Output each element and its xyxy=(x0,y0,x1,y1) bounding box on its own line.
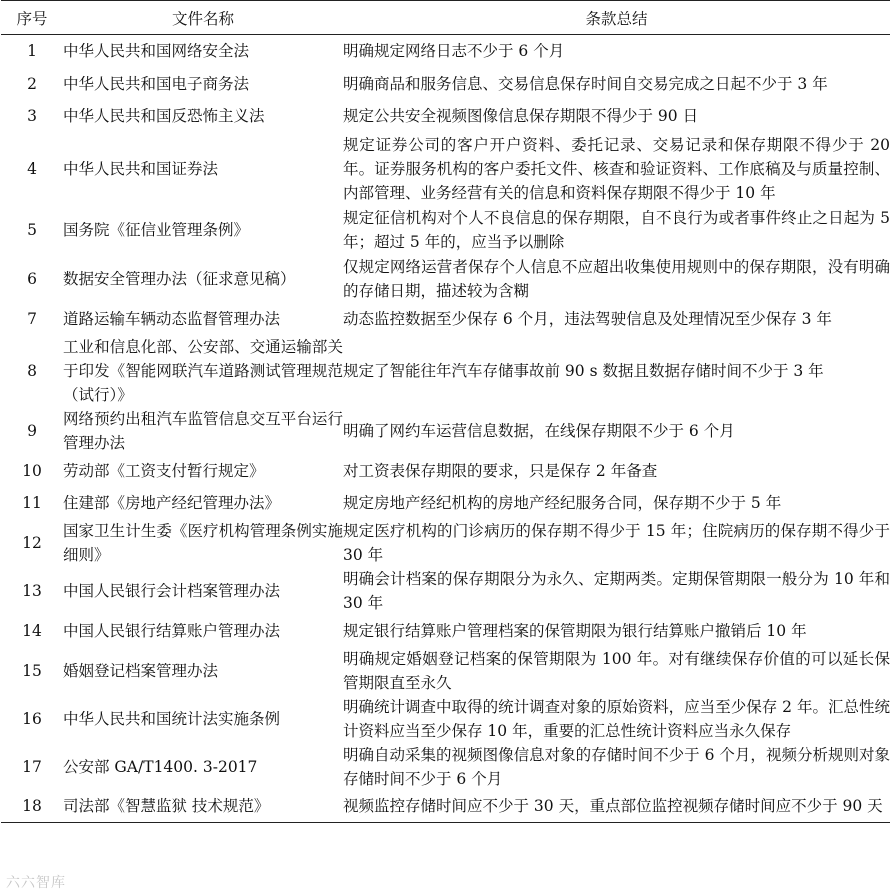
watermark-text: 六六智库 xyxy=(6,875,66,891)
row-clause-summary: 明确统计调查中取得的统计调查对象的原始资料，应当至少保存 2 年。汇总性统计资料应当至少保存 10 年，重要的汇总性统计资料应当永久保存 xyxy=(343,697,890,740)
row-clause-summary: 动态监控数据至少保存 6 个月，违法驾驶信息及处理情况至少保存 3 年 xyxy=(343,309,832,328)
table-row xyxy=(1,519,890,567)
table-row xyxy=(1,615,890,647)
row-index: 15 xyxy=(22,661,42,680)
row-index: 1 xyxy=(27,42,37,61)
row-index: 9 xyxy=(27,421,37,440)
row-document-name: 中华人民共和国电子商务法 xyxy=(63,74,250,93)
row-index: 5 xyxy=(27,221,37,239)
row-clause-summary: 规定了智能往年汽车存储事故前 90 s 数据且数据存储时间不少于 3 年 xyxy=(343,361,824,380)
table-row xyxy=(1,647,890,695)
row-index: 14 xyxy=(22,621,42,640)
row-index: 13 xyxy=(22,581,42,600)
row-index: 16 xyxy=(22,709,42,728)
table-row xyxy=(1,487,890,519)
row-clause-summary: 规定银行结算账户管理档案的保管期限为银行结算账户撤销后 10 年 xyxy=(343,621,807,640)
row-document-name: 中国人民银行结算账户管理办法 xyxy=(63,621,281,640)
table-row xyxy=(1,68,890,100)
row-document-name: 国务院《征信业管理条例》 xyxy=(63,221,250,239)
table-row xyxy=(1,303,890,335)
table-row xyxy=(1,132,890,206)
table-row xyxy=(1,335,890,407)
row-document-name: 中华人民共和国反恐怖主义法 xyxy=(63,106,265,125)
row-index: 2 xyxy=(27,74,37,93)
row-document-name: 中华人民共和国证券法 xyxy=(63,159,219,178)
row-document-name: 网络预约出租汽车监管信息交互平台运行管理办法 xyxy=(63,409,343,452)
row-clause-summary: 明确规定婚姻登记档案的保管期限为 100 年。对有继续保存价值的可以延长保管期限直至永久 xyxy=(343,649,890,692)
row-document-name: 中国人民银行会计档案管理办法 xyxy=(63,581,281,600)
row-index: 12 xyxy=(22,533,42,552)
row-clause-summary: 明确会计档案的保存期限分为永久、定期两类。定期保管期限一般分为 10 年和 30 年 xyxy=(343,569,890,612)
row-clause-summary: 明确商品和服务信息、交易信息保存时间自交易完成之日起不少于 3 年 xyxy=(343,74,828,93)
row-index: 11 xyxy=(22,493,42,512)
row-index: 18 xyxy=(1,791,63,823)
table-row xyxy=(1,100,890,132)
row-clause-summary: 规定公共安全视频图像信息保存期限不得少于 90 日 xyxy=(343,106,699,125)
row-clause-summary: 规定征信机构对个人不良信息的保存期限，自不良行为或者事件终止之日起为 5 年；超过 5 年的，应当予以删除 xyxy=(343,209,890,251)
header-clause-summary: 条款总结 xyxy=(343,1,890,35)
table-row xyxy=(1,455,890,487)
row-clause-summary: 视频监控存储时间应不少于 30 天，重点部位监控视频存储时间应不少于 90 天 xyxy=(343,791,890,823)
row-document-name: 公安部 GA/T1400. 3-2017 xyxy=(63,757,258,776)
table-body xyxy=(1,35,890,823)
row-document-name: 国家卫生计生委《医疗机构管理条例实施细则》 xyxy=(63,521,343,564)
row-clause-summary: 规定医疗机构的门诊病历的保存期不得少于 15 年；住院病历的保存期不得少于 30 年 xyxy=(343,521,890,564)
table-row xyxy=(1,791,890,823)
row-index: 8 xyxy=(27,361,37,380)
row-document-name: 道路运输车辆动态监督管理办法 xyxy=(63,309,281,328)
row-document-name: 数据安全管理办法（征求意见稿） xyxy=(63,269,296,288)
row-clause-summary: 对工资表保存期限的要求，只是保存 2 年备查 xyxy=(343,461,658,480)
row-document-name: 中华人民共和国统计法实施条例 xyxy=(63,709,281,728)
row-document-name: 劳动部《工资支付暂行规定》 xyxy=(63,461,265,480)
row-document-name: 工业和信息化部、公安部、交通运输部关于印发《智能网联汽车道路测试管理规范（试行）》 xyxy=(63,337,343,404)
header-document-name: 文件名称 xyxy=(63,1,343,35)
table-header xyxy=(1,1,890,35)
header-index: 序号 xyxy=(1,1,63,35)
row-index: 7 xyxy=(27,309,37,328)
row-index: 4 xyxy=(27,159,37,178)
table-row xyxy=(1,743,890,791)
row-index: 3 xyxy=(27,106,37,125)
row-clause-summary: 仅规定网络运营者保存个人信息不应超出收集使用规则中的保存期限，没有明确的存储日期，描述较为含糊 xyxy=(343,257,890,300)
row-clause-summary: 明确自动采集的视频图像信息对象的存储时间不少于 6 个月，视频分析规则对象存储时间不少于 6 个月 xyxy=(343,745,890,788)
row-document-name: 婚姻登记档案管理办法 xyxy=(63,661,219,680)
row-index: 17 xyxy=(22,757,42,776)
table-row xyxy=(1,35,890,68)
table-row xyxy=(1,206,890,255)
row-document-name: 司法部《智慧监狱 技术规范》 xyxy=(63,791,343,823)
table-row xyxy=(1,407,890,455)
row-clause-summary: 规定证券公司的客户开户资料、委托记录、交易记录和保存期限不得少于 20 年。证券服务机构的客户委托文件、核查和验证资料、工作底稿及与质量控制、内部管理、业务经营有关的信息和资料保存期限不得少于 10 年 xyxy=(343,135,890,202)
retention-table xyxy=(1,0,890,823)
row-index: 6 xyxy=(27,269,37,288)
row-clause-summary: 明确了网约车运营信息数据，在线保存期限不少于 6 个月 xyxy=(343,421,735,440)
table-row xyxy=(1,695,890,743)
row-document-name: 中华人民共和国网络安全法 xyxy=(63,42,250,61)
row-document-name: 住建部《房地产经纪管理办法》 xyxy=(63,493,281,512)
row-clause-summary: 规定房地产经纪机构的房地产经纪服务合同，保存期不少于 5 年 xyxy=(343,493,782,512)
row-clause-summary: 明确规定网络日志不少于 6 个月 xyxy=(343,42,565,61)
header-row xyxy=(1,1,890,35)
row-index: 10 xyxy=(22,461,42,480)
table-row xyxy=(1,255,890,303)
table-row xyxy=(1,567,890,615)
